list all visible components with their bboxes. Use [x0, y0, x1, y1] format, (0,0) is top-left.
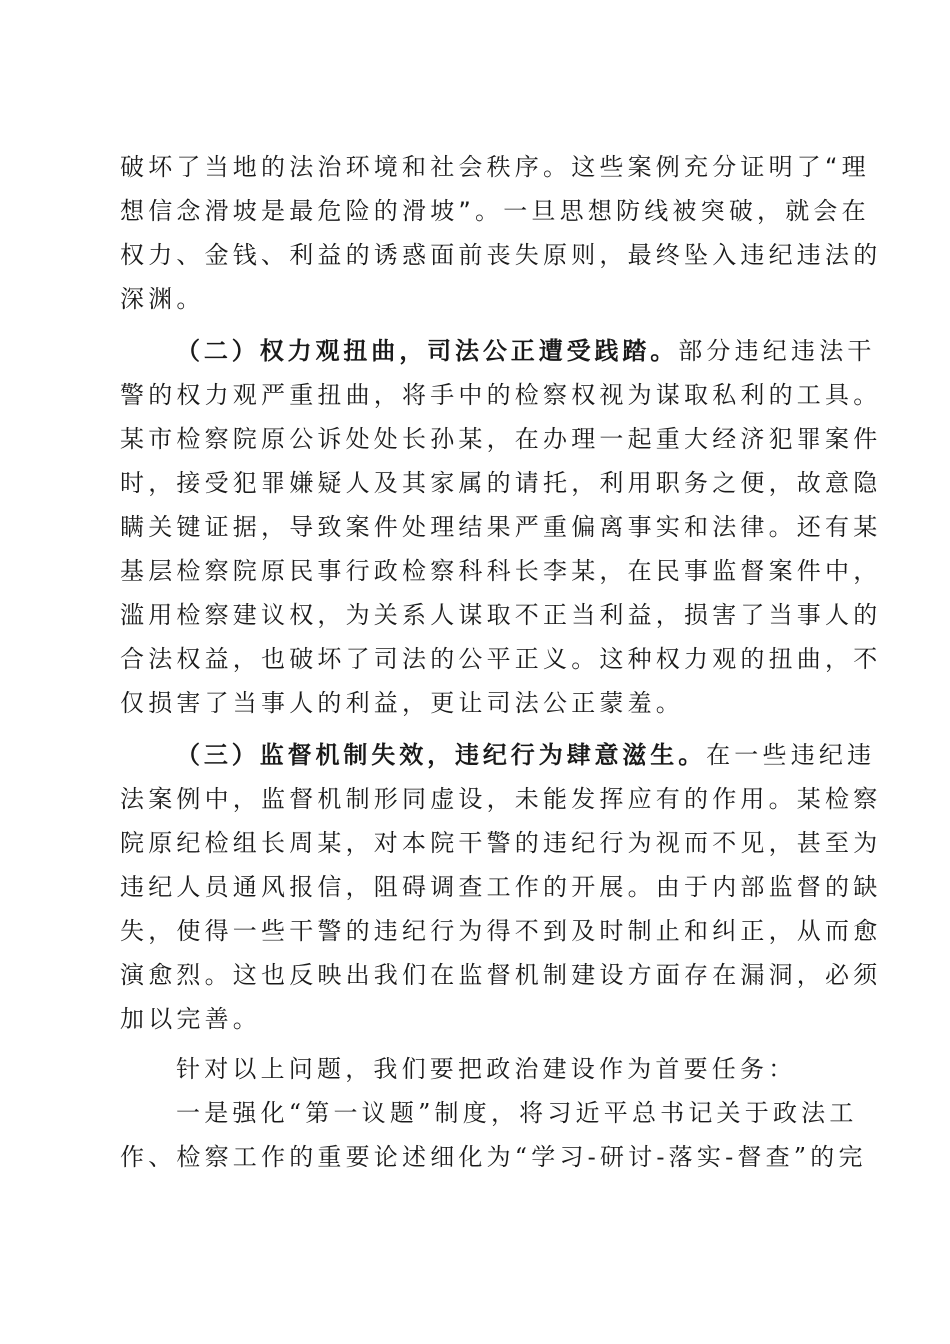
text-line: 破坏了当地的法治环境和社会秩序。这些案例充分证明了“理 [120, 153, 870, 181]
text-line: 基层检察院原民事行政检察科科长李某，在民事监督案件中， [120, 557, 882, 585]
text-line: 一是强化“第一议题”制度，将习近平总书记关于政法工 [176, 1099, 858, 1127]
text-line: 仅损害了当事人的利益，更让司法公正蒙羞。 [120, 689, 684, 717]
section-heading-line [176, 329, 876, 373]
text-line: 滥用检察建议权，为关系人谋取不正当利益，损害了当事人的 [120, 601, 882, 629]
text-line: 针对以上问题，我们要把政治建设作为首要任务： [176, 1055, 797, 1083]
text-span: 在一些违纪违 [706, 741, 876, 769]
text-line: 失，使得一些干警的违纪行为得不到及时制止和纠正，从而愈 [120, 917, 882, 945]
text-line: 警的权力观严重扭曲，将手中的检察权视为谋取私利的工具。 [120, 381, 882, 409]
text-line: 加以完善。 [120, 1005, 261, 1033]
text-line: 违纪人员通风报信，阻碍调查工作的开展。由于内部监督的缺 [120, 873, 882, 901]
text-line: 法案例中，监督机制形同虚设，未能发挥应有的作用。某检察 [120, 785, 882, 813]
section-heading-line [176, 733, 875, 777]
text-line: 瞒关键证据，导致案件处理结果严重偏离事实和法律。还有某 [120, 513, 882, 541]
text-line: 想信念滑坡是最危险的滑坡”。一旦思想防线被突破，就会在 [120, 197, 870, 225]
text-line: 某市检察院原公诉处处长孙某，在办理一起重大经济犯罪案件 [120, 425, 882, 453]
section-heading-2: （二）权力观扭曲，司法公正遭受践踏。 [176, 337, 679, 365]
text-line: 演愈烈。这也反映出我们在监督机制建设方面存在漏洞，必须 [120, 961, 882, 989]
text-line: 深渊。 [120, 285, 205, 313]
text-span: 部分违纪违法干 [678, 337, 876, 365]
text-line: 院原纪检组长周某，对本院干警的违纪行为视而不见，甚至为 [120, 829, 882, 857]
text-line: 权力、金钱、利益的诱惑面前丧失原则，最终坠入违纪违法的 [120, 241, 882, 269]
text-line: 时，接受犯罪嫌疑人及其家属的请托，利用职务之便，故意隐 [120, 469, 882, 497]
text-line: 作、检察工作的重要论述细化为“学习-研讨-落实-督查”的完 [120, 1143, 867, 1171]
text-line: 合法权益，也破坏了司法的公平正义。这种权力观的扭曲，不 [120, 645, 882, 673]
section-heading-3: （三）监督机制失效，违纪行为肆意滋生。 [176, 741, 707, 769]
